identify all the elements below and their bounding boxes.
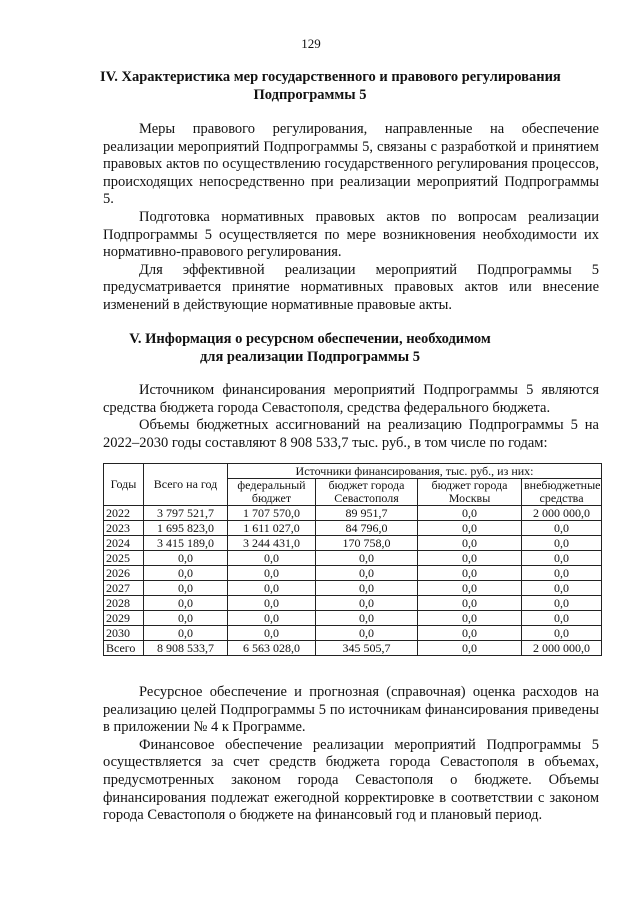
- cell-year: 2030: [104, 626, 144, 641]
- cell-total: 8 908 533,7: [144, 641, 228, 656]
- cell-extra: 0,0: [522, 611, 602, 626]
- cell-year: 2023: [104, 521, 144, 536]
- page-number: 129: [301, 36, 321, 51]
- cell-moscow: 0,0: [418, 536, 522, 551]
- cell-extra: 0,0: [522, 626, 602, 641]
- cell-extra: 0,0: [522, 596, 602, 611]
- cell-year: 2024: [104, 536, 144, 551]
- section-4-title-line2: Подпрограммы 5: [253, 87, 367, 103]
- cell-year: 2026: [104, 566, 144, 581]
- cell-extra: 0,0: [522, 551, 602, 566]
- cell-federal: 1 611 027,0: [228, 521, 316, 536]
- cell-moscow: 0,0: [418, 506, 522, 521]
- column-header-year: Годы: [104, 464, 144, 506]
- section-5-heading: [100, 330, 520, 366]
- section-5-body: [103, 382, 599, 452]
- cell-moscow: 0,0: [418, 566, 522, 581]
- cell-moscow: 0,0: [418, 641, 522, 656]
- cell-city: 0,0: [316, 611, 418, 626]
- cell-federal: 0,0: [228, 551, 316, 566]
- cell-year: 2022: [104, 506, 144, 521]
- cell-year: 2025: [104, 551, 144, 566]
- cell-year: Всего: [104, 641, 144, 656]
- table-row: [104, 611, 602, 626]
- paragraph: Источником финансирования мероприятий Подпрограммы 5 являются средства бюджета города Севастополя, средства федерального бюджета.: [103, 382, 599, 416]
- table-row: [104, 521, 602, 536]
- cell-total: 0,0: [144, 611, 228, 626]
- section-5-title-line2: для реализации Подпрограммы 5: [199, 349, 421, 365]
- cell-moscow: 0,0: [418, 551, 522, 566]
- funding-table: [103, 463, 602, 656]
- section-4-heading: [100, 68, 561, 104]
- table-row: [104, 626, 602, 641]
- section-5-title-line1: V. Информация о ресурсном обеспечении, необходимом: [129, 331, 491, 347]
- column-header-city: бюджет города Севастополя: [316, 479, 418, 506]
- table-row: [104, 596, 602, 611]
- column-header-extra: внебюджетные средства: [522, 479, 602, 506]
- cell-moscow: 0,0: [418, 521, 522, 536]
- cell-city: 89 951,7: [316, 506, 418, 521]
- cell-federal: 0,0: [228, 611, 316, 626]
- cell-total: 0,0: [144, 566, 228, 581]
- cell-moscow: 0,0: [418, 611, 522, 626]
- section-4-title-line1: IV. Характеристика мер государственного и правового регулирования: [100, 69, 561, 85]
- paragraph: Ресурсное обеспечение и прогнозная (справочная) оценка расходов на реализацию целей Подпрограммы 5 по источникам финансирования приведены в приложении № 4 к Программе.: [103, 684, 599, 736]
- cell-total: 0,0: [144, 581, 228, 596]
- table-row: [104, 506, 602, 521]
- cell-federal: 0,0: [228, 626, 316, 641]
- cell-moscow: 0,0: [418, 626, 522, 641]
- cell-year: 2029: [104, 611, 144, 626]
- paragraph: Подготовка нормативных правовых актов по вопросам реализации Подпрограммы 5 осуществляется по мере возникновения необходимости их нормативно-правового регулирования.: [103, 208, 599, 261]
- cell-year: 2027: [104, 581, 144, 596]
- cell-city: 170 758,0: [316, 536, 418, 551]
- cell-extra: 2 000 000,0: [522, 641, 602, 656]
- closing-body: [103, 684, 599, 825]
- cell-extra: 0,0: [522, 521, 602, 536]
- cell-total: 0,0: [144, 551, 228, 566]
- paragraph: Объемы бюджетных ассигнований на реализацию Подпрограммы 5 на 2022–2030 годы составляют 8 908 533,7 тыс. руб., в том числе по годам:: [103, 417, 599, 451]
- table-row-total: [104, 641, 602, 656]
- cell-city: 84 796,0: [316, 521, 418, 536]
- cell-federal: 0,0: [228, 596, 316, 611]
- cell-extra: 2 000 000,0: [522, 506, 602, 521]
- cell-city: 0,0: [316, 581, 418, 596]
- cell-city: 0,0: [316, 596, 418, 611]
- cell-city: 345 505,7: [316, 641, 418, 656]
- section-4-body: [103, 121, 599, 315]
- cell-city: 0,0: [316, 626, 418, 641]
- table-row: [104, 536, 602, 551]
- cell-city: 0,0: [316, 551, 418, 566]
- column-header-total: Всего на год: [144, 464, 228, 506]
- cell-moscow: 0,0: [418, 596, 522, 611]
- cell-moscow: 0,0: [418, 581, 522, 596]
- cell-federal: 3 244 431,0: [228, 536, 316, 551]
- column-group-header: Источники финансирования, тыс. руб., из них:: [228, 464, 602, 479]
- paragraph: Финансовое обеспечение реализации мероприятий Подпрограммы 5 осуществляется за счет средств бюджета города Севастополя в объемах, предусмотренных законом города Севастополя о бюджете. Объемы финансирования подлежат ежегодной корректировке в соответствии с законом города Севастополя о бюджете на финансовый год и плановый период.: [103, 736, 599, 824]
- cell-city: 0,0: [316, 566, 418, 581]
- column-header-moscow: бюджет города Москвы: [418, 479, 522, 506]
- table-row: [104, 566, 602, 581]
- cell-year: 2028: [104, 596, 144, 611]
- cell-extra: 0,0: [522, 566, 602, 581]
- column-header-federal: федеральный бюджет: [228, 479, 316, 506]
- cell-total: 1 695 823,0: [144, 521, 228, 536]
- cell-total: 3 415 189,0: [144, 536, 228, 551]
- table-row: [104, 551, 602, 566]
- cell-federal: 0,0: [228, 581, 316, 596]
- table-row: [104, 581, 602, 596]
- cell-federal: 0,0: [228, 566, 316, 581]
- cell-federal: 1 707 570,0: [228, 506, 316, 521]
- cell-federal: 6 563 028,0: [228, 641, 316, 656]
- cell-extra: 0,0: [522, 581, 602, 596]
- cell-total: 3 797 521,7: [144, 506, 228, 521]
- cell-extra: 0,0: [522, 536, 602, 551]
- cell-total: 0,0: [144, 596, 228, 611]
- paragraph: Меры правового регулирования, направленные на обеспечение реализации мероприятий Подпрограммы 5, связаны с разработкой и принятием правовых актов по осуществлению государственного регулирования процессов, происходящих непосредственно при реализации мероприятий Подпрограммы 5.: [103, 121, 599, 208]
- paragraph: Для эффективной реализации мероприятий Подпрограммы 5 предусматривается принятие нормативных правовых актов или внесение изменений в действующие нормативные правовые акты.: [103, 261, 599, 313]
- cell-total: 0,0: [144, 626, 228, 641]
